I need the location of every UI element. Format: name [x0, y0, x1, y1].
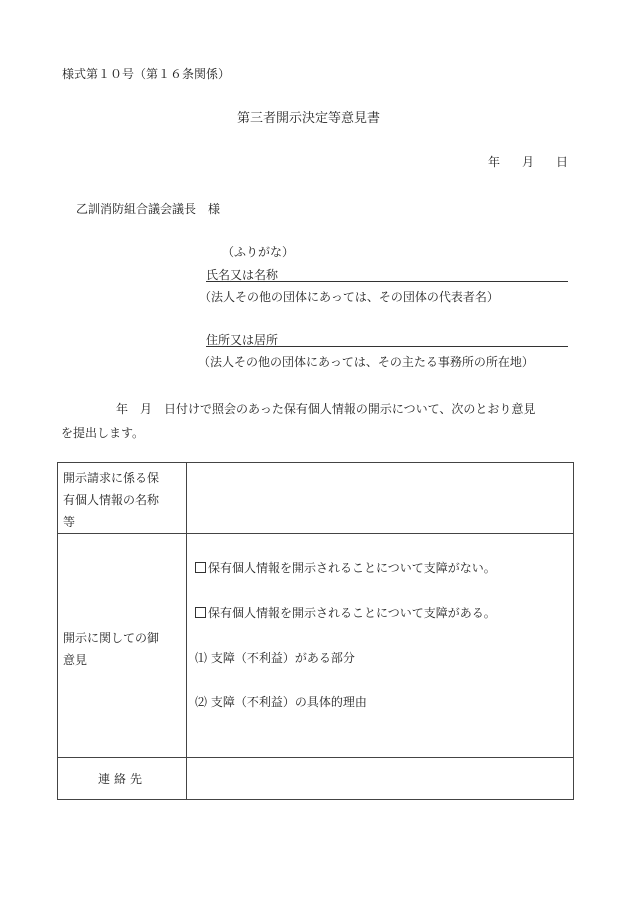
address-label: 住所又は居所 [206, 333, 279, 347]
furigana-label: （ふりがな） [222, 245, 295, 259]
table-row-opinion [58, 534, 574, 758]
item-affected-part: ⑴ 支障（不利益）がある部分 [195, 651, 355, 665]
checkbox-icon[interactable] [195, 607, 206, 618]
address-note: （法人その他の団体にあっては、その主たる事務所の所在地） [198, 355, 534, 369]
name-note: （法人その他の団体にあっては、その団体の代表者名） [199, 290, 499, 304]
table-row-name [58, 463, 574, 534]
item-specific-reason: ⑵ 支障（不利益）の具体的理由 [195, 695, 367, 709]
opinion-header-line1: 開示に関しての御 [63, 630, 160, 645]
date-year: 年 [488, 155, 501, 169]
contact-field[interactable] [187, 758, 574, 800]
date-month: 月 [522, 155, 535, 169]
name-header-cell [58, 463, 187, 534]
option-issue[interactable] [195, 606, 496, 620]
document-title: 第三者開示決定等意見書 [237, 111, 381, 126]
date-day: 日 [556, 155, 569, 169]
name-header-line1: 開示請求に係る保 [63, 471, 160, 485]
body-text-line1: 年 月 日付けで照会のあった保有個人情報の開示について、次のとおり意見 [116, 402, 536, 416]
opinion-header-line2: 意見 [63, 652, 88, 667]
option-no-issue-label: 保有個人情報を開示されることについて支障がない。 [208, 561, 496, 575]
name-field-line[interactable] [206, 281, 568, 282]
form-number: 様式第１０号（第１６条関係） [62, 67, 231, 81]
contact-header-cell: 連絡先 [58, 758, 187, 800]
address-field-line[interactable] [206, 346, 568, 347]
option-no-issue[interactable] [195, 561, 496, 575]
opinion-header-cell [58, 534, 187, 758]
option-issue-label: 保有個人情報を開示されることについて支障がある。 [208, 606, 496, 620]
body-text-line2: を提出します。 [61, 426, 145, 440]
name-label: 氏名又は名称 [206, 268, 279, 282]
info-name-field[interactable] [187, 463, 574, 534]
checkbox-icon[interactable] [195, 562, 206, 573]
name-header-line2: 有個人情報の名称 [63, 493, 160, 507]
opinion-table [57, 462, 574, 800]
table-row-contact [58, 758, 574, 800]
name-header-line3: 等 [63, 515, 76, 529]
opinion-field[interactable] [187, 534, 574, 758]
addressee: 乙訓消防組合議会議長 様 [76, 202, 221, 216]
